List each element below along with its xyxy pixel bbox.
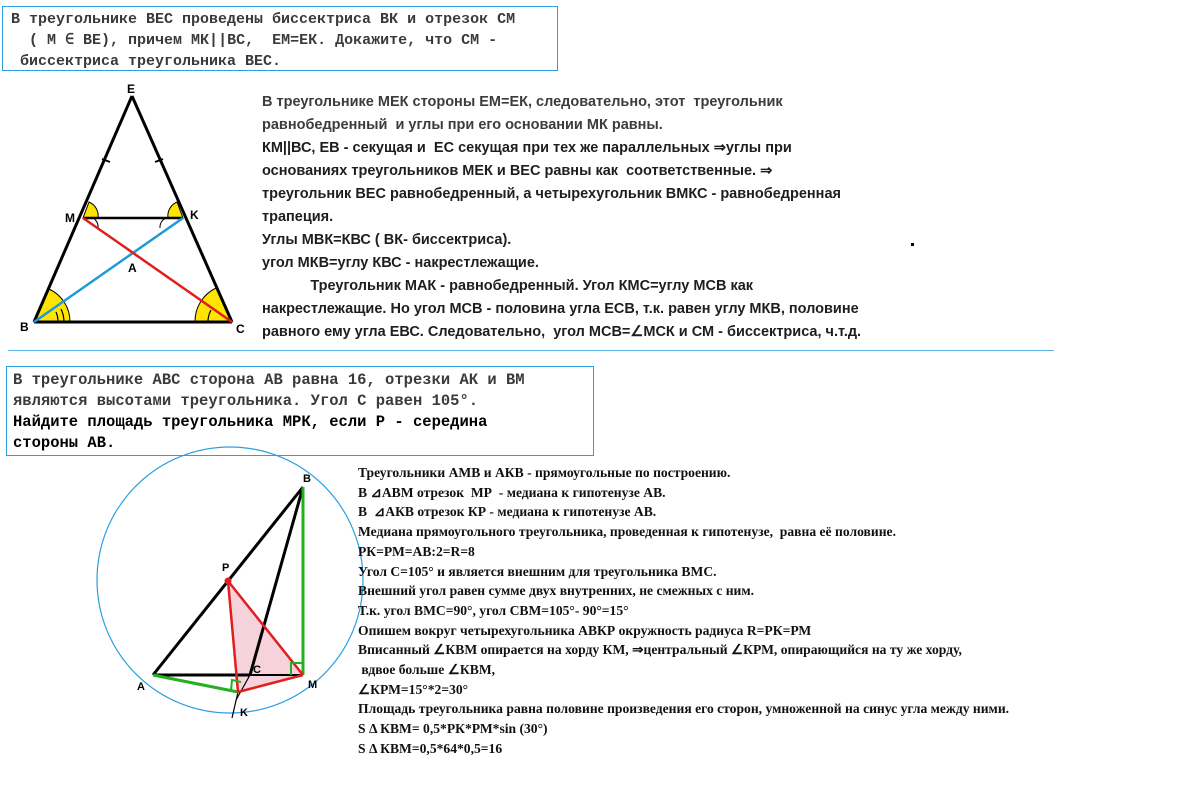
solution1-line: В треугольнике МЕК стороны ЕМ=ЕК, следовательно, этот треугольник [262,94,783,110]
solution2-line: ∠КРМ=15°*2=30° [358,681,469,697]
solution1-line: треугольник ВЕС равнобедренный, а четырехугольник ВМКС - равнобедренная [262,186,841,202]
section-divider [8,350,1054,351]
label-a: A [128,261,137,275]
figure1-trapezoid-diagram [0,78,260,340]
solution2-line: Медиана прямоугольного треугольника, проведенная к гипотенузе, равна её половине. [358,524,896,540]
solution2-line: В ⊿АВМ отрезок МР - медиана к гипотенузе АВ. [358,484,666,500]
label-e: E [127,82,136,96]
solution1-line: КМ||ВС, ЕВ - секущая и ЕС секущая при тех же параллельных ⇒углы при [262,140,792,156]
label-p: P [222,562,230,574]
problem1-line: биссектриса треугольника ВЕС. [11,53,282,70]
label-m: M [308,679,318,691]
problem2-line: В треугольнике АВС сторона АВ равна 16, отрезки АК и ВМ [13,371,525,389]
solution1-line: Углы МВК=КВС ( ВК- биссектриса). [262,232,512,248]
solution2-line: В ⊿АКВ отрезок КР - медиана к гипотенузе АВ. [358,504,657,520]
arc-k-inner [160,218,166,228]
solution2-line: S Δ КВМ= 0,5*РК*РМ*sin (30°) [358,721,548,737]
altitude-ak [153,675,238,692]
solution1-line: накрестлежащие. Но угол МСВ - половина угла ЕСВ, т.к. равен углу МКВ, половине [262,301,859,317]
problem1-box [2,6,558,71]
problem1-line: В треугольнике ВЕС проведены биссектриса ВК и отрезок СМ [11,11,516,28]
problem2-line: являются высотами треугольника. Угол С равен 105°. [13,392,479,410]
solution2-line: Площадь треугольника равна половине произведения его сторон, умноженной на синус угла между ними. [358,701,1010,717]
label-b: B [303,473,311,485]
problem1-line: ( М ∈ ВЕ), причем МК||ВС, ЕМ=ЕК. Докажите, что СМ - [11,32,498,49]
point-p [225,578,232,585]
solution2-line: Внешний угол равен сумме двух внутренних, не смежных с ним. [358,583,755,599]
solution1-line: трапеция. [262,209,334,225]
figure2-circle-diagram [95,440,365,730]
stray-dot [911,243,914,246]
solution2-line: вдвое больше ∠КВМ, [358,662,496,678]
solution2-line: S Δ КВМ=0,5*64*0,5=16 [358,740,503,756]
solution1-line: равного ему угла ЕВС. Следовательно, угол МСВ=∠МСК и СМ - биссектриса, ч.т.д. [262,324,862,340]
solution1-line: угол МКВ=углу КВС - накрестлежащие. [262,255,539,271]
solution1-line: основаниях треугольников МЕК и ВЕС равны как соответственные. ⇒ [262,163,773,179]
solution2-line: Вписанный ∠КВМ опирается на хорду КМ, ⇒центральный ∠КРМ, опирающийся на ту же хорду, [358,642,962,658]
problem2-line: стороны АВ. [13,434,116,452]
solution2-text [358,463,1198,759]
label-k: K [190,208,199,222]
solution2-line: Опишем вокруг четырехугольника АВКР окружность радиуса R=РК=РМ [358,622,812,638]
problem2-line: Найдите площадь треугольника МРК, если Р - середина [13,413,488,431]
label-m: M [65,211,75,225]
label-c: C [253,664,261,676]
solution2-line: Треугольники АМВ и АКВ - прямоугольные по построению. [358,465,731,480]
solution1-text [262,91,982,344]
solution1-line: Треугольник МАК - равнобедренный. Угол КМС=углу МСВ как [262,278,754,294]
label-c: C [236,322,245,336]
label-b: B [20,320,29,334]
solution1-line: равнобедренный и углы при его основании МК равны. [262,117,663,133]
label-k: K [240,707,248,719]
line-bk-thin [232,692,238,718]
label-a: A [137,681,145,693]
solution2-line: Т.к. угол ВМС=90°, угол СВМ=105°- 90°=15° [358,602,629,618]
solution2-line: Угол С=105° и является внешним для треугольника ВМС. [358,563,717,579]
solution2-line: РК=РМ=АВ:2=R=8 [358,543,475,559]
